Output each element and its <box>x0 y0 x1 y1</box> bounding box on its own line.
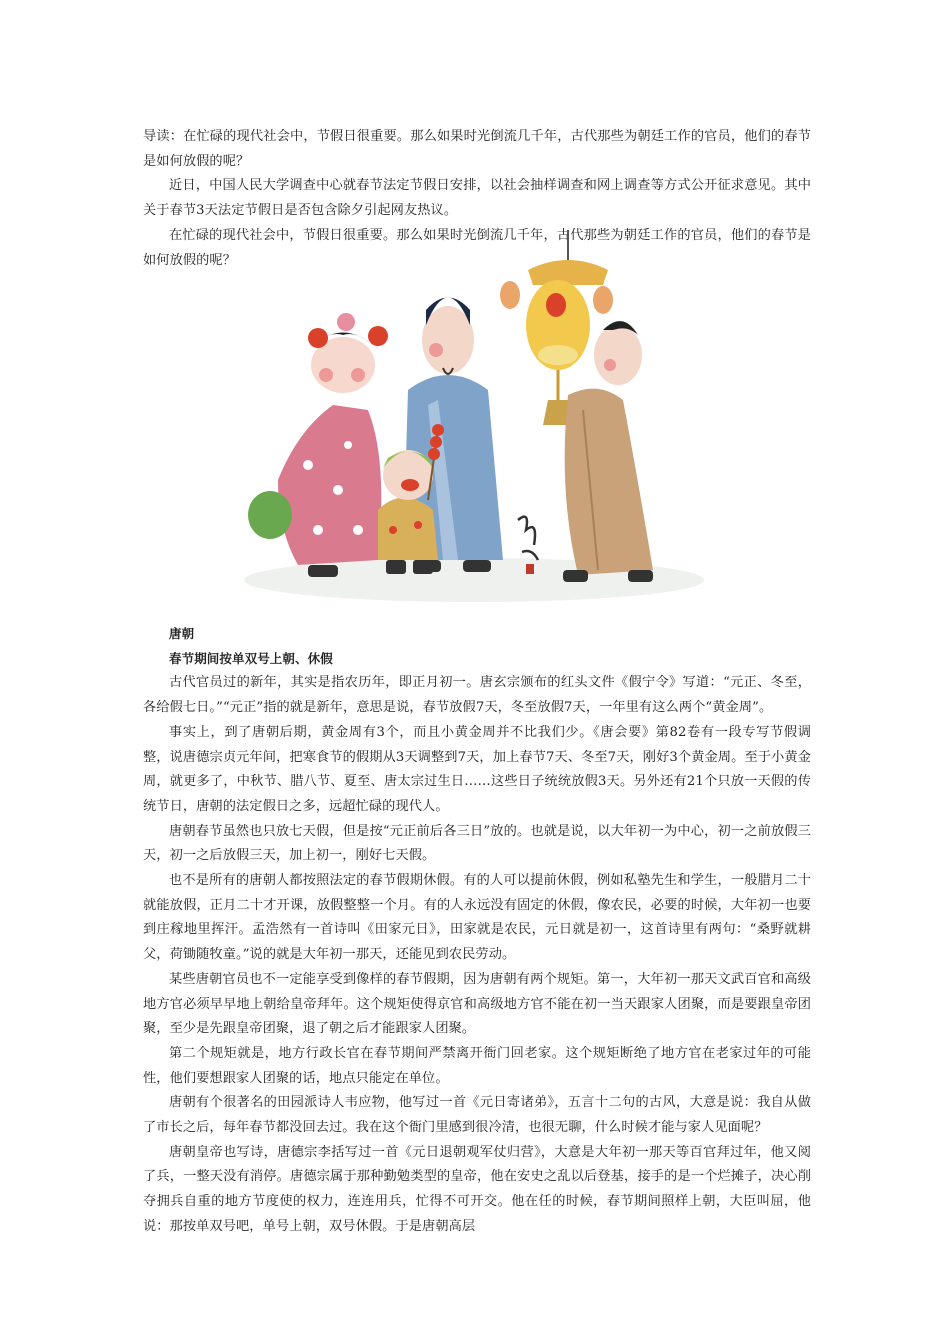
section-subheading: 春节期间按单双号上朝、休假 <box>169 650 333 666</box>
body-paragraph: 也不是所有的唐朝人都按照法定的春节假期休假。有的人可以提前休假，例如私塾先生和学生，一般腊月二十就能放假，正月二十才开课，放假整整一个月。有的人永远没有固定的休假，像农民，必要的时候，大年初一也要到庄稼地里挥汗。孟浩然有一首诗叫《田家元日》，田家就是农民，元日就是初一，这首诗里有两句：“桑野就耕父，荷锄随牧童。”说的就是大年初一那天，还能见到农民劳动。 <box>143 873 811 963</box>
intro-paragraph: 在忙碌的现代社会中，节假日很重要。那么如果时光倒流几千年，古代那些为朝廷工作的官员，他们的春节是如何放假的呢？ <box>143 227 811 268</box>
body-paragraph: 唐朝春节虽然也只放七天假，但是按“元正前后各三日”放的。也就是说，以大年初一为中心，初一之前放假三天，初一之后放假三天，加上初一，刚好七天假。 <box>143 823 811 864</box>
woman-figure <box>248 313 388 577</box>
article-body <box>143 622 811 1240</box>
body-paragraph: 第二个规矩就是，地方行政长官在春节期间严禁离开衙门回老家。这个规矩断绝了地方官在老家过年的可能性，他们要想跟家人团聚的话，地点只能定在单位。 <box>143 1045 811 1086</box>
bag <box>248 491 292 539</box>
seal <box>526 564 534 574</box>
new-year-family-illustration <box>238 230 710 610</box>
body-paragraph: 古代官员过的新年，其实是指农历年，即正月初一。唐玄宗颁布的红头文件《假宁令》写道：“元正、冬至，各给假七日。”“元正”指的就是新年，意思是说，春节放假7天，冬至放假7天，一年里有这么两个“黄金周”。 <box>143 675 811 716</box>
body-paragraph: 事实上，到了唐朝后期，黄金周有3个，而且小黄金周并不比我们少。《唐会要》第82卷有一段专写节假调整，说唐德宗贞元年间，把寒食节的假期从3天调整到7天，加上春节7天、冬至7天，刚好3个黄金周。至于小黄金周，就更多了，中秋节、腊八节、夏至、唐太宗过生日……这些日子统统放假3天。另外还有21个只放一天假的传统节日，唐朝的法定假日之多，远超忙碌的现代人。 <box>143 724 811 814</box>
intro-lead: 导读：在忙碌的现代社会中，节假日很重要。那么如果时光倒流几千年，古代那些为朝廷工作的官员，他们的春节是如何放假的呢？ <box>143 129 811 169</box>
section-heading: 唐朝 <box>169 626 195 641</box>
body-paragraph: 唐朝有个很著名的田园派诗人韦应物，他写过一首《元日寄诸弟》，五言十二句的古风，大意是说：我自从做了市长之后，每年春节都没回去过。我在这个衙门里感到很冷清，也很无聊，什么时候才能与家人见面呢？ <box>143 1095 811 1136</box>
body-paragraph: 某些唐朝官员也不一定能享受到像样的春节假期，因为唐朝有两个规矩。第一，大年初一那天文武百官和高级地方官必须早早地上朝给皇帝拜年。这个规矩使得京官和高级地方官不能在初一当天跟家人团聚，而是要跟皇帝团聚，至少是先跟皇帝团聚，退了朝之后才能跟家人团聚。 <box>143 971 811 1037</box>
body-paragraph: 唐朝皇帝也写诗，唐德宗李括写过一首《元日退朝观军仗归营》，大意是大年初一那天等百官拜过年，他又阅了兵，一整天没有消停。唐德宗属于那种勤勉类型的皇帝，他在安史之乱以后登基，接手的是一个烂摊子，决心削夺拥兵自重的地方节度使的权力，连连用兵，忙得不可开交。他在任的时候，春节期间照样上朝，大臣叫屈，他说：那按单双号吧，单号上朝，双号休假。于是唐朝高层 <box>143 1144 811 1234</box>
intro-paragraph: 近日，中国人民大学调查中心就春节法定节假日安排，以社会抽样调查和网上调查等方式公开征求意见。其中关于春节3天法定节假日是否包含除夕引起网友热议。 <box>143 178 811 219</box>
